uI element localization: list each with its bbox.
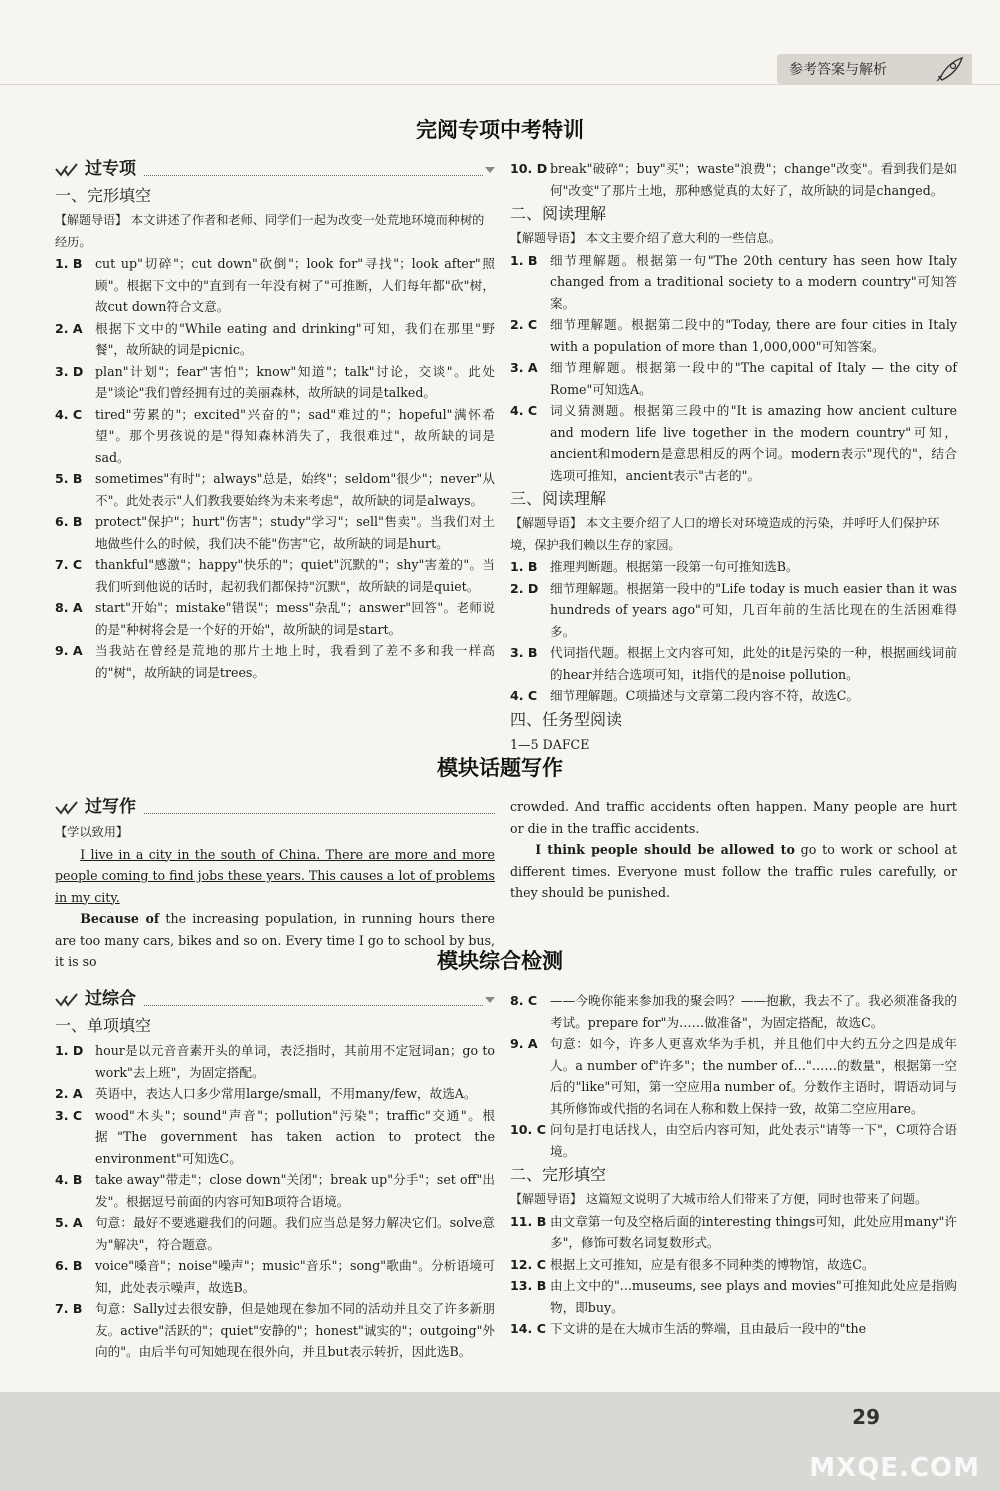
essay-paragraph (510, 839, 957, 904)
sub-heading: 三、阅读理解 (510, 489, 607, 508)
answer-text: take away"带走"；close down"关闭"；break up"分手"；set off"出发"。根据逗号前面的内容可知B项符合语境。 (95, 1172, 495, 1209)
answer-number: 1. D (55, 1043, 84, 1058)
answer-text: thankful"感激"；happy"快乐的"；quiet"沉默的"；shy"害羞的"。当我们听到他说的话时，起初我们都保持"沉默"，故所缺的词是quiet。 (95, 557, 495, 594)
essay-text: the increasing population, in running hours there are too many cars, bikes and so on. Every time I go to school by bus, it is so (55, 911, 495, 969)
answer-item (55, 253, 495, 318)
answer-item (55, 468, 495, 511)
header-rule (0, 84, 1000, 85)
sub-heading: 二、完形填空 (510, 1165, 607, 1184)
answer-item (55, 554, 495, 597)
pass-heading (55, 158, 495, 182)
guide-text (510, 513, 957, 556)
check-mark-icon (55, 163, 79, 177)
answer-text: 句意：最好不要逃避我们的问题。我们应当总是努力解决它们。solve意为"解决"，符合题意。 (95, 1215, 495, 1252)
answer-number: 14. C (510, 1321, 546, 1336)
answer-number: 1. B (55, 256, 83, 271)
essay-paragraph: I live in a city in the south of China. There are more and more people coming to find jobs these years. This causes a lot of problems in my city. (55, 846, 495, 905)
answer-number: 8. C (510, 993, 538, 1008)
answer-text: tired"劳累的"；excited"兴奋的"；sad"难过的"；hopeful"满怀希望"。那个男孩说的是"得知森林消失了，我很难过"，故所缺的词是sad。 (95, 406, 495, 465)
check-mark-icon (55, 993, 79, 1007)
answer-number: 13. B (510, 1278, 547, 1293)
answer-text: break"破碎"；buy"买"；waste"浪费"；change"改变"。看到我们是如何"改变"了那片土地，那种感觉真的太好了，故所缺的词是changed。 (550, 161, 957, 198)
page-number: 29 (852, 1405, 880, 1429)
watermark-site: MXQE.COM (809, 1453, 980, 1483)
answer-text: 细节理解题。根据第一句"The 20th century has seen how Italy changed from a traditional society to a modern country"可知答案。 (550, 252, 957, 311)
answer-text: 细节理解题。根据第一段中的"The capital of Italy — the city of Rome"可知选A。 (550, 360, 957, 397)
answer-number: 4. B (55, 1172, 83, 1187)
answer-number: 11. B (510, 1213, 547, 1229)
guide-body: 本文主要介绍了意大利的一些信息。 (585, 231, 781, 245)
pass-label: 过综合 (85, 989, 136, 1010)
guide-label: 【解题导语】 (510, 516, 583, 530)
s2-right-column (510, 796, 957, 904)
essay-highlight: I think people should be allowed to (535, 842, 795, 857)
answer-item (55, 1298, 495, 1363)
answer-text: hour是以元音音素开头的单词，表泛指时，其前用不定冠词an；go to work"去上班"，为固定搭配。 (95, 1043, 495, 1080)
answer-text: 英语中，表达人口多少常用large/small，不用many/few，故选A。 (95, 1086, 477, 1101)
essay-paragraph: crowded. And traffic accidents often happen. Many people are hurt or die in the traffic accidents. (510, 799, 957, 836)
section-title-s1: 完阅专项中考特训 (416, 118, 584, 142)
answer-line: 1—5 DAFCE (510, 736, 590, 752)
answer-number: 2. D (510, 580, 539, 596)
sub-heading: 四、任务型阅读 (510, 709, 623, 729)
answer-item (510, 400, 957, 486)
pass-heading (55, 796, 495, 820)
answer-text: 句意：如今，许多人更喜欢华为手机，并且他们中大约五分之四是成年人。a number of"许多"；the number of…"……的数量"，根据第一空后的"like"可知，第一空应用a number of。分数作主语时，谓语动词与其所修饰或代指的名词在人称和数上保持一致，故第二空应用are。 (550, 1036, 957, 1116)
answer-item (55, 640, 495, 683)
answer-number: 6. B (55, 514, 83, 529)
guide-label: 【解题导语】 (510, 231, 583, 245)
section-title-s2: 模块话题写作 (437, 756, 563, 780)
answer-item (510, 578, 957, 643)
answer-number: 4. C (510, 403, 538, 418)
answer-item (510, 357, 957, 400)
pass-label: 过写作 (85, 797, 136, 818)
rocket-icon (936, 56, 964, 82)
answer-number: 9. A (510, 1036, 538, 1051)
sub-heading: 一、完形填空 (55, 186, 152, 205)
answer-text: 当我站在曾经是荒地的那片土地上时，我看到了差不多和我一样高的"树"，故所缺的词是trees。 (95, 643, 495, 680)
answer-text: cut up"切碎"；cut down"砍倒"；look for"寻找"；look after"照顾"。根据下文中的"直到有一年没有树了"可推断，人们每年都"砍"树，故cut down符合文意。 (95, 256, 495, 314)
answer-item (510, 685, 957, 707)
guide-label: 【解题导语】 (55, 213, 128, 227)
answer-item (510, 990, 957, 1033)
answer-item (55, 1040, 495, 1083)
guide-body: 本文讲述了作者和老师、同学们一起为改变一处荒地环境而种树的经历。 (55, 213, 485, 249)
answer-text: 问句是打电话找人，由空后内容可知，此处表示"请等一下"，C项符合语境。 (550, 1122, 957, 1159)
answer-text: 由文章第一句及空格后面的interesting things可知，此处应用many"许多"，修饰可数名词复数形式。 (550, 1213, 957, 1250)
s1-left-column (55, 158, 495, 683)
answer-item (510, 1033, 957, 1119)
answer-number: 2. A (55, 1086, 83, 1101)
answer-number: 6. B (55, 1258, 83, 1273)
answer-text: 下文讲的是在大城市生活的弊端，且由最后一段中的"the (550, 1321, 867, 1336)
answer-item (510, 1275, 957, 1318)
answer-item (510, 1119, 957, 1162)
answer-number: 4. C (55, 406, 83, 422)
dotted-rule (144, 995, 483, 1006)
guide-text (510, 1189, 957, 1211)
answer-number: 5. A (55, 1215, 83, 1230)
triangle-icon (485, 997, 495, 1003)
pass-label: 过专项 (85, 159, 136, 180)
answer-item (510, 1211, 957, 1254)
answer-item (55, 1255, 495, 1298)
dotted-rule (144, 165, 483, 176)
answer-item (55, 1212, 495, 1255)
s3-left-column (55, 988, 495, 1363)
answer-number: 9. A (55, 643, 83, 658)
dotted-rule (144, 803, 495, 814)
answer-item (510, 250, 957, 315)
answer-number: 3. A (510, 360, 538, 375)
guide-body: 这篇短文说明了大城市给人们带来了方便，同时也带来了问题。 (585, 1192, 928, 1206)
answer-text: 细节理解题。根据第一段中的"Life today is much easier than it was hundreds of years ago"可知，几百年前的生活比现在的生活困难得多。 (550, 580, 957, 639)
sub-heading: 二、阅读理解 (510, 204, 607, 223)
header-badge-label: 参考答案与解析 (789, 62, 887, 78)
answer-text: protect"保护"；hurt"伤害"；study"学习"；sell"售卖"。当我们对土地做些什么的时候，我们决不能"伤害"它，故所缺的词是hurt。 (95, 514, 495, 551)
answer-text: 代词指代题。根据上文内容可知，此处的it是污染的一种，根据画线词前的hear并结合选项可知，it指代的是noise pollution。 (550, 645, 957, 682)
answer-text: 细节理解题。C项描述与文章第二段内容不符，故选C。 (550, 688, 859, 703)
answer-list (55, 253, 495, 683)
answer-text: wood"木头"；sound"声音"；pollution"污染"；traffic"交通"。根据"The government has taken action to protect the environment"可知选C。 (95, 1107, 495, 1166)
answer-text: plan"计划"；fear"害怕"；know"知道"；talk"讨论，交谈"。此处是"谈论"我们曾经拥有过的美丽森林，故所缺的词是talked。 (95, 363, 495, 400)
answer-number: 1. B (510, 252, 538, 268)
answer-item (510, 158, 957, 201)
answer-item (510, 1318, 957, 1340)
guide-body: 本文主要介绍了人口的增长对环境造成的污染，并呼吁人们保护环境，保护我们赖以生存的家园。 (510, 516, 940, 552)
answer-number: 5. B (55, 471, 83, 486)
answer-text: 词义猜测题。根据第三段中的"It is amazing how ancient culture and modern life live together in the modern country"可知，ancient和modern是意思相反的两个词。modern表示"现代的"，结合选项可推知，ancient表示"古老的"。 (550, 403, 957, 483)
s3-right-column (510, 990, 957, 1340)
guide-text (55, 210, 495, 253)
answer-item (55, 318, 495, 361)
answer-number: 7. B (55, 1301, 83, 1316)
answer-item (510, 642, 957, 685)
answer-number: 2. A (55, 320, 83, 336)
answer-text: voice"嗓音"；noise"噪声"；music"音乐"；song"歌曲"。分析语境可知，此处表示噪声，故选B。 (95, 1258, 495, 1295)
tag-text: 【学以致用】 (55, 825, 129, 839)
answer-text: ——今晚你能来参加我的聚会吗？——抱歉，我去不了。我必须准备我的考试。prepare for"为……做准备"，为固定搭配，故选C。 (550, 993, 957, 1030)
triangle-icon (485, 167, 495, 173)
answer-number: 3. B (510, 645, 538, 660)
guide-text (510, 228, 957, 250)
answer-number: 10. D (510, 161, 548, 176)
answer-item (55, 1169, 495, 1212)
answer-number: 1. B (510, 559, 538, 574)
answer-item (510, 314, 957, 357)
answer-number: 10. C (510, 1122, 546, 1137)
answer-text: start"开始"；mistake"错误"；mess"杂乱"；answer"回答"。老师说的是"种树将会是一个好的开始"，故所缺的词是start。 (95, 600, 495, 637)
answer-item (55, 597, 495, 640)
answer-number: 3. C (55, 1107, 83, 1123)
answer-item (55, 1105, 495, 1170)
answer-number: 4. C (510, 688, 538, 703)
pass-heading (55, 988, 495, 1012)
answer-text: 根据下文中的"While eating and drinking"可知，我们在那里"野餐"，故所缺的词是picnic。 (95, 320, 495, 357)
answer-text: 推理判断题。根据第一段第一句可推知选B。 (550, 559, 799, 574)
answer-item (55, 361, 495, 404)
answer-number: 2. C (510, 317, 538, 332)
answer-number: 8. A (55, 600, 83, 615)
answer-text: 句意：Sally过去很安静，但是她现在参加不同的活动并且交了许多新朋友。active"活跃的"；quiet"安静的"；honest"诚实的"；outgoing"外向的"。由后半句可知她现在很外向，并且but表示转折，因此选B。 (95, 1301, 495, 1359)
answer-item (510, 1254, 957, 1276)
answer-number: 7. C (55, 557, 83, 572)
sub-heading: 一、单项填空 (55, 1016, 152, 1035)
answer-text: sometimes"有时"；always"总是，始终"；seldom"很少"；never"从不"。此处表示"人们教我要始终为未来考虑"，故所缺的词是always。 (95, 471, 495, 508)
answer-text: 由上文中的"...museums, see plays and movies"可推知此处应是指购物，即buy。 (550, 1278, 957, 1315)
essay-highlight: Because of (80, 911, 160, 926)
answer-number: 12. C (510, 1256, 546, 1272)
check-mark-icon (55, 801, 79, 815)
answer-number: 3. D (55, 363, 84, 379)
answer-text: 细节理解题。根据第二段中的"Today, there are four cities in Italy with a population of more than 1,000,000"可知答案。 (550, 317, 957, 354)
answer-text: 根据上文可推知，应是有很多不同种类的博物馆，故选C。 (550, 1256, 875, 1272)
answer-item (510, 556, 957, 578)
guide-label: 【解题导语】 (510, 1192, 583, 1206)
answer-item (55, 1083, 495, 1105)
answer-item (55, 511, 495, 554)
answer-item (55, 404, 495, 469)
section-title-s3: 模块综合检测 (437, 949, 563, 973)
s1-right-column (510, 158, 957, 755)
header-badge (777, 54, 972, 84)
essay-text: go to work or school at different times. Everyone must follow the traffic rules carefully, or they should be punished. (510, 842, 957, 900)
